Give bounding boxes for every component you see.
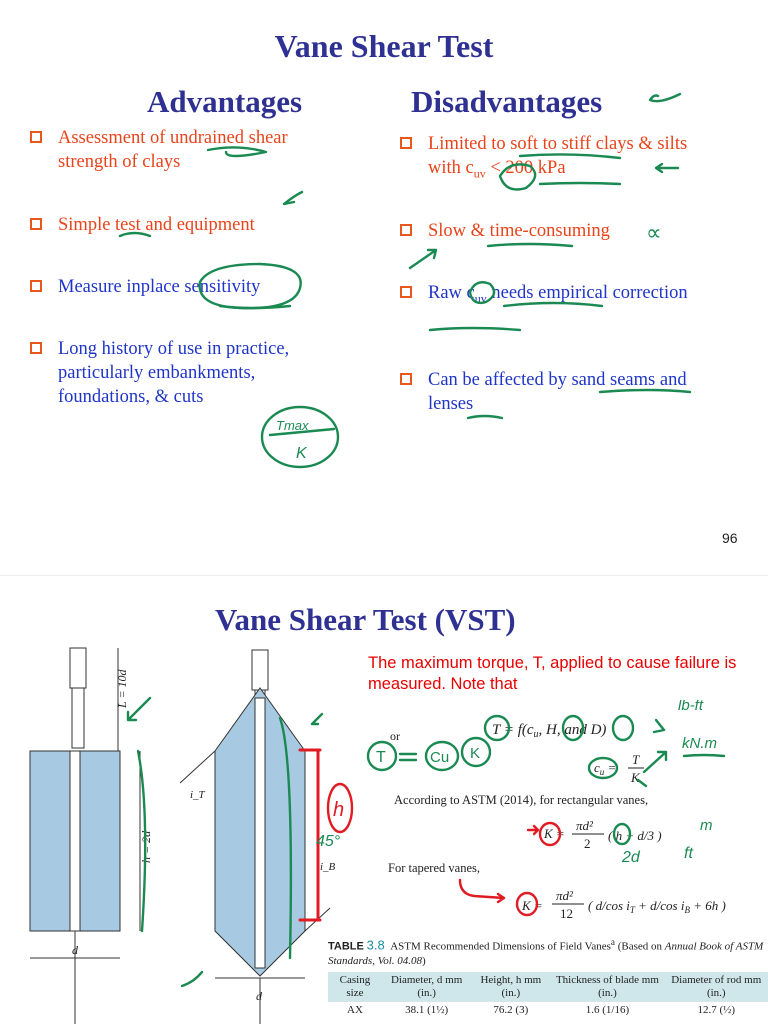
disadvantage-item: Slow & time-consuming xyxy=(400,219,700,243)
label-l-10d: L = 10d xyxy=(115,669,129,708)
table-label: TABLE xyxy=(328,940,364,953)
handwritten-h: h xyxy=(333,799,345,821)
table-cell: 12.7 (½) xyxy=(697,1004,736,1016)
page-number: 96 xyxy=(722,530,738,546)
handwritten-ft: ft xyxy=(684,845,693,862)
table-header: Casing size xyxy=(328,972,382,1002)
formulas xyxy=(360,700,768,920)
equation-k-rect-den: 2 xyxy=(584,836,591,851)
equation-k-rect-num: πd² xyxy=(576,818,593,833)
handwritten-k: K xyxy=(296,445,307,462)
slide-divider xyxy=(0,575,768,576)
equation-or: or xyxy=(390,729,400,743)
advantage-item: Simple test and equipment xyxy=(30,213,340,237)
slide-2 xyxy=(0,580,768,1024)
tapered-vane xyxy=(180,650,330,1024)
handwritten-tmax: Tmax xyxy=(276,418,309,433)
table-row xyxy=(328,1002,768,1018)
table-cell: 38.1 (1½) xyxy=(405,1004,449,1016)
slide-1-title: Vane Shear Test xyxy=(274,28,494,64)
torque-note: The maximum torque, T, applied to cause failure is measured. Note that xyxy=(368,654,737,693)
equation-t-function: $T = f(c_u$, H, and D) xyxy=(492,722,607,740)
equation-cu-den: K xyxy=(631,770,640,785)
handwritten-m: m xyxy=(700,817,713,834)
disadvantage-item: Can be affected by sand seams and lenses xyxy=(400,368,700,416)
disadvantages-heading: Disadvantages xyxy=(411,84,603,119)
equation-cu-num: T xyxy=(632,752,640,767)
equation-k-taper-den: 12 xyxy=(560,906,573,920)
astm-rect-text: According to ASTM (2014), for rectangular vanes, xyxy=(394,793,649,807)
table-header: Diameter, d mm (in.) xyxy=(382,972,471,1002)
table-header: Diameter of rod mm (in.) xyxy=(665,972,768,1002)
advantage-item: Long history of use in practice, particularly embankments, foundations, & cuts xyxy=(30,337,340,409)
disadvantage-item: Limited to soft to stiff clays & silts with $c_{uv} < 200$ kPa xyxy=(400,132,700,186)
vane-diagram xyxy=(0,638,360,1024)
table-cell: 1.6 (1/16) xyxy=(585,1004,630,1016)
label-it: i_T xyxy=(190,789,205,801)
handwritten-knm: kN.m xyxy=(682,735,717,752)
disadvantage-item: Raw $c_{uv}$ needs empirical correction xyxy=(400,281,700,311)
label-d-left: d xyxy=(72,943,78,957)
equation-k-rect: K = xyxy=(544,826,565,841)
handwritten-cu-circle: Cu xyxy=(430,749,450,766)
equation-cu: $c_u$ = xyxy=(594,760,617,777)
table-cell: 76.2 (3) xyxy=(493,1004,529,1016)
table-header-row xyxy=(328,972,768,1002)
label-ib: i_B xyxy=(320,861,336,873)
table-header: Thickness of blade mm (in.) xyxy=(550,972,664,1002)
advantage-item: Assessment of undrained shear strength of clays xyxy=(30,126,340,174)
table-caption-text: ASTM Recommended Dimensions of Field Vanes xyxy=(390,940,611,953)
handwritten-2d: 2d xyxy=(622,849,640,866)
handwritten-lbft: lb-ft xyxy=(678,700,704,714)
table-number: 3.8 xyxy=(366,937,385,953)
handwritten-45-deg: 45° xyxy=(316,833,341,850)
table-cell: AX xyxy=(347,1004,363,1016)
equation-k-taper: K = xyxy=(522,898,543,913)
handwritten-k-circle: K xyxy=(470,745,481,762)
advantages-heading: Advantages xyxy=(147,84,303,119)
advantage-item: Measure inplace sensitivity xyxy=(30,275,340,299)
equation-k-taper-body: ( d/cos $i_T + d/\cos$ $i_B + 6h$ ) xyxy=(588,898,726,915)
vane-dimensions-table xyxy=(328,972,768,1018)
label-d-right: d xyxy=(256,989,262,1003)
equation-k-taper-num: πd² xyxy=(556,888,573,903)
slide-2-title: Vane Shear Test (VST) xyxy=(215,602,516,637)
equation-k-rect-paren: ( h + d/3 ) xyxy=(608,828,662,843)
handwritten-alpha: ∝ xyxy=(646,221,662,246)
tapered-text: For tapered vanes, xyxy=(388,861,480,875)
handwritten-t-circle: T xyxy=(376,749,386,766)
label-h-2d: h = 2d xyxy=(139,830,153,863)
table-caption: TABLE 3.8 ASTM Recommended Dimensions of Field Vanes$^a$ (Based on Annual Book of ASTM Standards, Vol. 04.08) xyxy=(328,937,764,967)
table-header: Height, h mm (in.) xyxy=(471,972,550,1002)
